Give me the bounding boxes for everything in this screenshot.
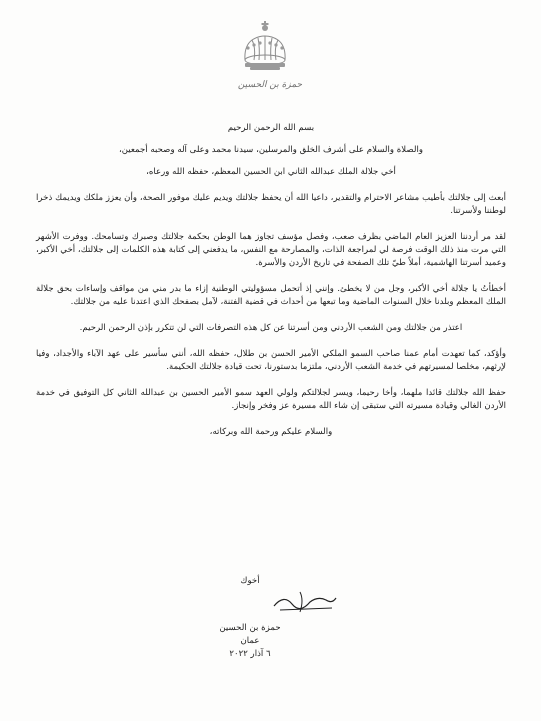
salutation: والصلاة والسلام على أشرف الخلق والمرسلين، سيدنا محمد وعلى آله وصحبه أجمعين، (118, 145, 424, 155)
date: ٦ آذار ٢٠٢٢ (229, 649, 271, 659)
addressee: أخي جلالة الملك عبدالله الثاني ابن الحسين المعظم، حفظه الله ورعاه، (146, 167, 396, 177)
basmala: بسم الله الرحمن الرحيم (227, 123, 315, 133)
paragraph-1: أبعث إلى جلالتك بأطيب مشاعر الاحترام والتقدير، داعيا الله أن يحفظ جلالتك ويديم عليك موفور الصحة، وأن يعزز ملكك ويديمك ذخرا لوطننا ولأسرتنا. (36, 193, 506, 216)
paragraph-2: لقد مر أردننا العزيز العام الماضي بظرف صعب، وفصل مؤسف تجاوز هما الوطن بحكمة جلالتك وصبرك وتسامحك. ووفرت الأشهر التي مرت منذ ذلك الوقت فرصة لي لمراجعة الذات، والمصارحة مع النفس، ما يدفعني إلى كتابة هذه الكلمات إلى جلالتك، أخي الأكبر، وعميد أسرتنا الهاشمية، أملاً طيّ تلك الصفحة في تاريخ الأردن والأسرة. (36, 232, 506, 268)
letter-body (36, 122, 506, 439)
royal-crown-emblem-icon (230, 18, 300, 73)
signer-name: حمزة بن الحسين (219, 623, 281, 633)
paragraph-5: وأؤكد، كما تعهدت أمام عمنا صاحب السمو الملكي الأمير الحسن بن طلال، حفظه الله، أنني سأسير على عهد الآباء والأجداد، وفيا لإرثهم، مخلصا لمسيرتهم في خدمة الشعب الأردني، ملتزما بدستورنا، تحت قيادة جلالتك الحكيمة. (36, 349, 506, 372)
paragraph-4: اعتذر من جلالتك ومن الشعب الأردني ومن أسرتنا عن كل هذه التصرفات التي لن تتكرر بإذن الرحمن الرحيم. (79, 323, 463, 333)
paragraph-3: أخطأتُ يا جلالة أخي الأكبر، وجل من لا يخطئ. وإنني إذ أتحمل مسؤوليتي الوطنية إزاء ما بدر مني من مواقف وإساءات بحق جلالة الملك المعظم وبلدنا خلال السنوات الماضية وما تبعها من أحداث في قضية الفتنة، لآمل بصفحك الذي اعتدنا عليه من جلالتك. (36, 284, 506, 307)
paragraph-6: حفظ الله جلالتك قائدا ملهما، وأخا رحيما، ويسر لجلالتكم ولولي العهد سمو الأمير الحسين بن عبدالله الثاني كل التوفيق في خدمة الأردن الغالي وقيادة مسيرته التي ستبقى إن شاء الله مسيرة عز وفخر وإنجاز. (36, 388, 506, 411)
closing-greeting: والسلام عليكم ورحمة الله وبركاته، (209, 427, 333, 437)
sign-off: أخوك (240, 576, 260, 586)
header-name-mark: حمزة بن الحسين (237, 80, 303, 90)
signature-block (180, 575, 320, 695)
place: عمان (240, 636, 260, 646)
crown-icon (230, 18, 300, 73)
